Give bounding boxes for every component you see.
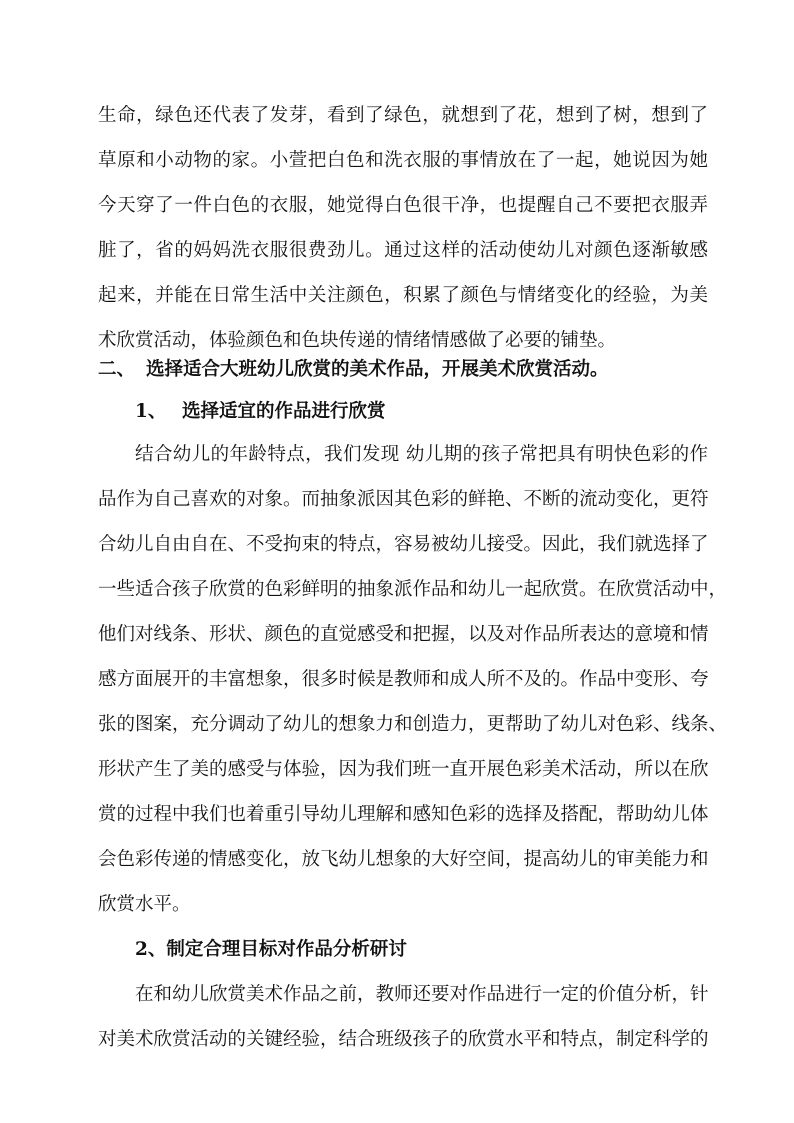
paragraph-2-line: 感方面展开的丰富想象，很多时候是教师和成人所不及的。作品中变形、夸 xyxy=(98,669,709,690)
subsection-heading: 2、制定合理目标对作品分析研讨 xyxy=(135,939,407,960)
section-heading xyxy=(98,358,609,382)
paragraph-2-line: 他们对线条、形状、颜色的直觉感受和把握，以及对作品所表达的意境和情 xyxy=(98,624,709,645)
paragraph-2-line: 结合幼儿的年龄特点，我们发现 幼儿期的孩子常把具有明快色彩的作 xyxy=(135,444,708,465)
paragraph-3-line: 在和幼儿欣赏美术作品之前，教师还要对作品进行一定的价值分析，针 xyxy=(135,984,709,1005)
subsection-heading xyxy=(135,400,386,424)
paragraph-2-line: 张的图案，充分调动了幼儿的想象力和创造力，更帮助了幼儿对色彩、线条、 xyxy=(98,714,728,735)
section-number: 二、 xyxy=(98,359,136,380)
paragraph-1-line: 术欣赏活动，体验颜色和色块传递的情绪情感做了必要的铺垫。 xyxy=(98,330,617,351)
paragraph-1-line: 脏了，省的妈妈洗衣服很费劲儿。通过这样的活动使幼儿对颜色逐渐敏感 xyxy=(98,240,708,261)
subsection-title: 选择适宜的作品进行欣赏 xyxy=(182,401,386,422)
paragraph-1-line: 今天穿了一件白色的衣服，她觉得白色很干净，也提醒自己不要把衣服弄 xyxy=(98,195,708,216)
paragraph-1-line: 生命，绿色还代表了发芽，看到了绿色，就想到了花，想到了树，想到了 xyxy=(98,105,708,126)
paragraph-2-line: 会色彩传递的情感变化，放飞幼儿想象的大好空间，提高幼儿的审美能力和 xyxy=(98,849,709,870)
paragraph-2-line: 一些适合孩子欣赏的色彩鲜明的抽象派作品和幼儿一起欣赏。在欣赏活动中， xyxy=(98,579,728,600)
paragraph-2-line: 品作为自己喜欢的对象。而抽象派因其色彩的鲜艳、不断的流动变化，更符 xyxy=(98,489,709,510)
paragraph-2-line: 形状产生了美的感受与体验，因为我们班一直开展色彩美术活动，所以在欣 xyxy=(98,759,709,780)
paragraph-2-line: 欣赏水平。 xyxy=(98,894,191,915)
subsection-number: 1、 xyxy=(135,401,167,422)
paragraph-2-line: 赏的过程中我们也着重引导幼儿理解和感知色彩的选择及搭配，帮助幼儿体 xyxy=(98,804,709,825)
paragraph-1-line: 草原和小动物的家。小萱把白色和洗衣服的事情放在了一起，她说因为她 xyxy=(98,150,708,171)
paragraph-2-line: 合幼儿自由自在、不受拘束的特点，容易被幼儿接受。因此，我们就选择了 xyxy=(98,534,709,555)
paragraph-1-line: 起来，并能在日常生活中关注颜色，积累了颜色与情绪变化的经验，为美 xyxy=(98,285,708,306)
paragraph-3-line: 对美术欣赏活动的关键经验，结合班级孩子的欣赏水平和特点，制定科学的 xyxy=(98,1029,709,1050)
section-title: 选择适合大班幼儿欣赏的美术作品，开展美术欣赏活动。 xyxy=(146,359,609,380)
